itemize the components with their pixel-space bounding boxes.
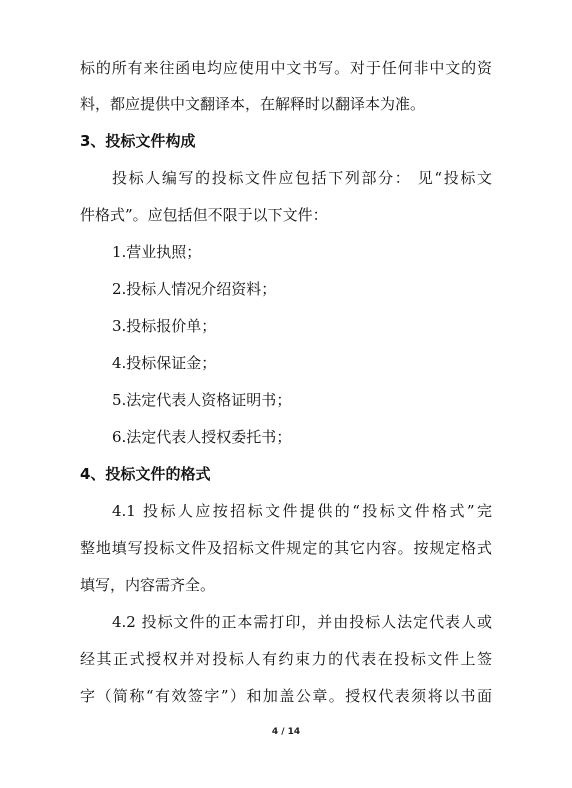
paragraph-4-1-line-1: 4.1 投标人应按招标文件提供的“投标文件格式”完 (112, 502, 492, 520)
section-3-paragraph-line-1: 投标人编写的投标文件应包括下列部分： 见“投标文 (112, 169, 492, 187)
section-3-paragraph-line-2: 件格式”。应包括但不限于以下文件： (80, 206, 328, 224)
paragraph-4-2-line-2: 经其正式授权并对投标人有约束力的代表在投标文件上签 (80, 650, 492, 668)
intro-line-1: 标的所有来往函电均应使用中文书写。对于任何非中文的资 (80, 59, 492, 77)
intro-line-2: 料，都应提供中文翻译本，在解释时以翻译本为准。 (80, 95, 426, 113)
paragraph-4-1-line-3: 填写，内容需齐全。 (80, 576, 216, 594)
list-item: 6.法定代表人授权委托书； (112, 428, 292, 446)
paragraph-4-2-line-1: 4.2 投标文件的正本需打印，并由投标人法定代表人或 (112, 613, 492, 631)
list-item: 1.营业执照； (112, 243, 202, 261)
section-4-heading: 4、投标文件的格式 (80, 465, 211, 483)
list-item: 5.法定代表人资格证明书； (112, 391, 292, 409)
paragraph-4-1-line-2: 整地填写投标文件及招标文件规定的其它内容。按规定格式 (80, 539, 492, 557)
paragraph-4-2-line-3: 字（简称“有效签字”）和加盖公章。授权代表须将以书面 (80, 687, 492, 705)
list-item: 3.投标报价单； (112, 317, 217, 335)
page-number: 4 / 14 (271, 727, 301, 737)
list-item: 2.投标人情况介绍资料； (112, 280, 277, 298)
list-item: 4.投标保证金； (112, 354, 217, 372)
section-3-heading: 3、投标文件构成 (80, 132, 196, 150)
